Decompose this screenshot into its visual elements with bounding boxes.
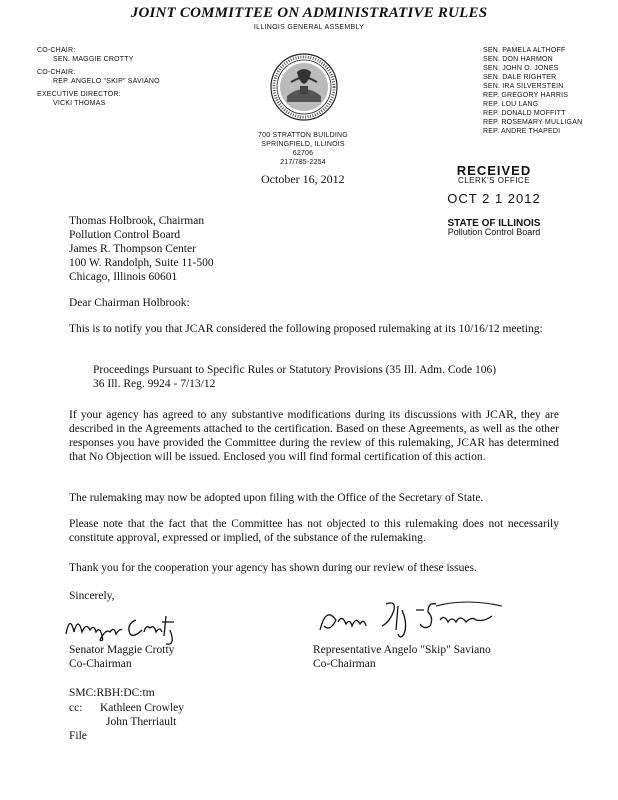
signature-saviano-icon bbox=[316, 596, 506, 642]
member-name: SEN. JOHN O. JONES bbox=[483, 65, 559, 72]
body-paragraph: Thank you for the cooperation your agency has shown during our review of these issues. bbox=[69, 562, 477, 574]
cochair-name: REP. ANGELO "SKIP" SAVIANO bbox=[53, 78, 160, 85]
letterhead-subtitle: ILLINOIS GENERAL ASSEMBLY bbox=[253, 24, 365, 31]
signature-block-saviano bbox=[313, 643, 491, 671]
rule-reference bbox=[93, 363, 563, 391]
state-seal-icon bbox=[269, 52, 339, 122]
recipient-line: Thomas Holbrook, Chairman bbox=[69, 215, 205, 227]
committee-address bbox=[258, 131, 348, 167]
address-line: 700 STRATTON BUILDING bbox=[258, 132, 348, 139]
member-name: SEN. PAMELA ALTHOFF bbox=[483, 47, 566, 54]
cochair-label: CO-CHAIR: bbox=[37, 47, 76, 54]
address-line: 217/785-2254 bbox=[280, 159, 326, 166]
signer-name: Senator Maggie Crotty bbox=[69, 644, 175, 656]
member-name: REP. ANDRE THAPEDI bbox=[483, 128, 561, 135]
recipient-line: 100 W. Randolph, Suite 11-500 bbox=[69, 257, 214, 269]
signature-crotty-icon bbox=[62, 606, 192, 646]
cochair-name: SEN. MAGGIE CROTTY bbox=[53, 56, 134, 63]
stamp-date: OCT 2 1 2012 bbox=[447, 191, 541, 206]
cc-line bbox=[69, 701, 184, 715]
stamp-board: Pollution Control Board bbox=[447, 227, 541, 237]
letter-date: October 16, 2012 bbox=[261, 172, 345, 186]
address-line: SPRINGFIELD, ILLINOIS 62706 bbox=[261, 141, 345, 157]
stamp-office: CLERK'S OFFICE bbox=[457, 176, 531, 185]
stamp-state: STATE OF ILLINOIS bbox=[447, 218, 541, 229]
recipient-line: Chicago, Illinois 60601 bbox=[69, 271, 178, 283]
body-paragraph: Please note that the fact that the Committee has not objected to this rulemaking does not necessarily constitute approval, expressed or implied, of the substance of the rulemaking. bbox=[69, 518, 559, 544]
officers-block bbox=[37, 46, 160, 108]
recipient-line: Pollution Control Board bbox=[69, 229, 181, 241]
body-paragraph: The rulemaking may now be adopted upon filing with the Office of the Secretary of State. bbox=[69, 492, 484, 504]
salutation: Dear Chairman Holbrook: bbox=[69, 297, 190, 309]
received-stamp bbox=[424, 163, 564, 237]
recipient-address bbox=[69, 214, 214, 284]
cc-recipient: John Therriault bbox=[106, 716, 177, 728]
member-name: SEN. DALE RIGHTER bbox=[483, 74, 557, 81]
cc-recipient: Kathleen Crowley bbox=[100, 702, 184, 714]
member-name: REP. ROSEMARY MULLIGAN bbox=[483, 119, 583, 126]
member-name: REP. LOU LANG bbox=[483, 101, 539, 108]
signer-title: Co-Chairman bbox=[313, 658, 376, 670]
member-name: REP. DONALD MOFFITT bbox=[483, 110, 566, 117]
letterhead-title: JOINT COMMITTEE ON ADMINISTRATIVE RULES bbox=[130, 5, 488, 21]
signer-title: Co-Chairman bbox=[69, 658, 132, 670]
body-paragraph: If your agency has agreed to any substantive modifications during its discussions with JCAR, they are described in the Agreements attached to the certification. Based on these Agreements, as well as the other responses you have provided the Committee during the review of this rulemaking, JCAR has determined that No Objection will be issued. Enclosed you will find formal certification of this action. bbox=[69, 409, 559, 463]
signer-name: Representative Angelo "Skip" Saviano bbox=[313, 644, 491, 656]
body-paragraph: This is to notify you that JCAR considered the following proposed rulemaking at its 10/16/12 meeting: bbox=[69, 323, 543, 335]
member-name: SEN. IRA SILVERSTEIN bbox=[483, 83, 564, 90]
cochair-label: CO-CHAIR: bbox=[37, 69, 76, 76]
member-name: SEN. DON HARMON bbox=[483, 56, 553, 63]
director-label: EXECUTIVE DIRECTOR: bbox=[37, 91, 121, 98]
members-list bbox=[483, 46, 582, 136]
stamp-received: RECEIVED bbox=[456, 163, 532, 178]
rule-register: 36 Ill. Reg. 9924 - 7/13/12 bbox=[93, 378, 216, 390]
file-note: File bbox=[69, 730, 87, 742]
closing: Sincerely, bbox=[69, 590, 115, 602]
member-name: REP. GREGORY HARRIS bbox=[483, 92, 569, 99]
cc-label: cc: bbox=[69, 702, 83, 714]
director-name: VICKI THOMAS bbox=[53, 100, 106, 107]
signature-block-crotty bbox=[69, 643, 174, 671]
reference-initials: SMC:RBH:DC:tm bbox=[69, 687, 155, 699]
rule-title: Proceedings Pursuant to Specific Rules or Statutory Provisions (35 Ill. Adm. Code 106) bbox=[93, 364, 497, 376]
recipient-line: James R. Thompson Center bbox=[69, 243, 196, 255]
